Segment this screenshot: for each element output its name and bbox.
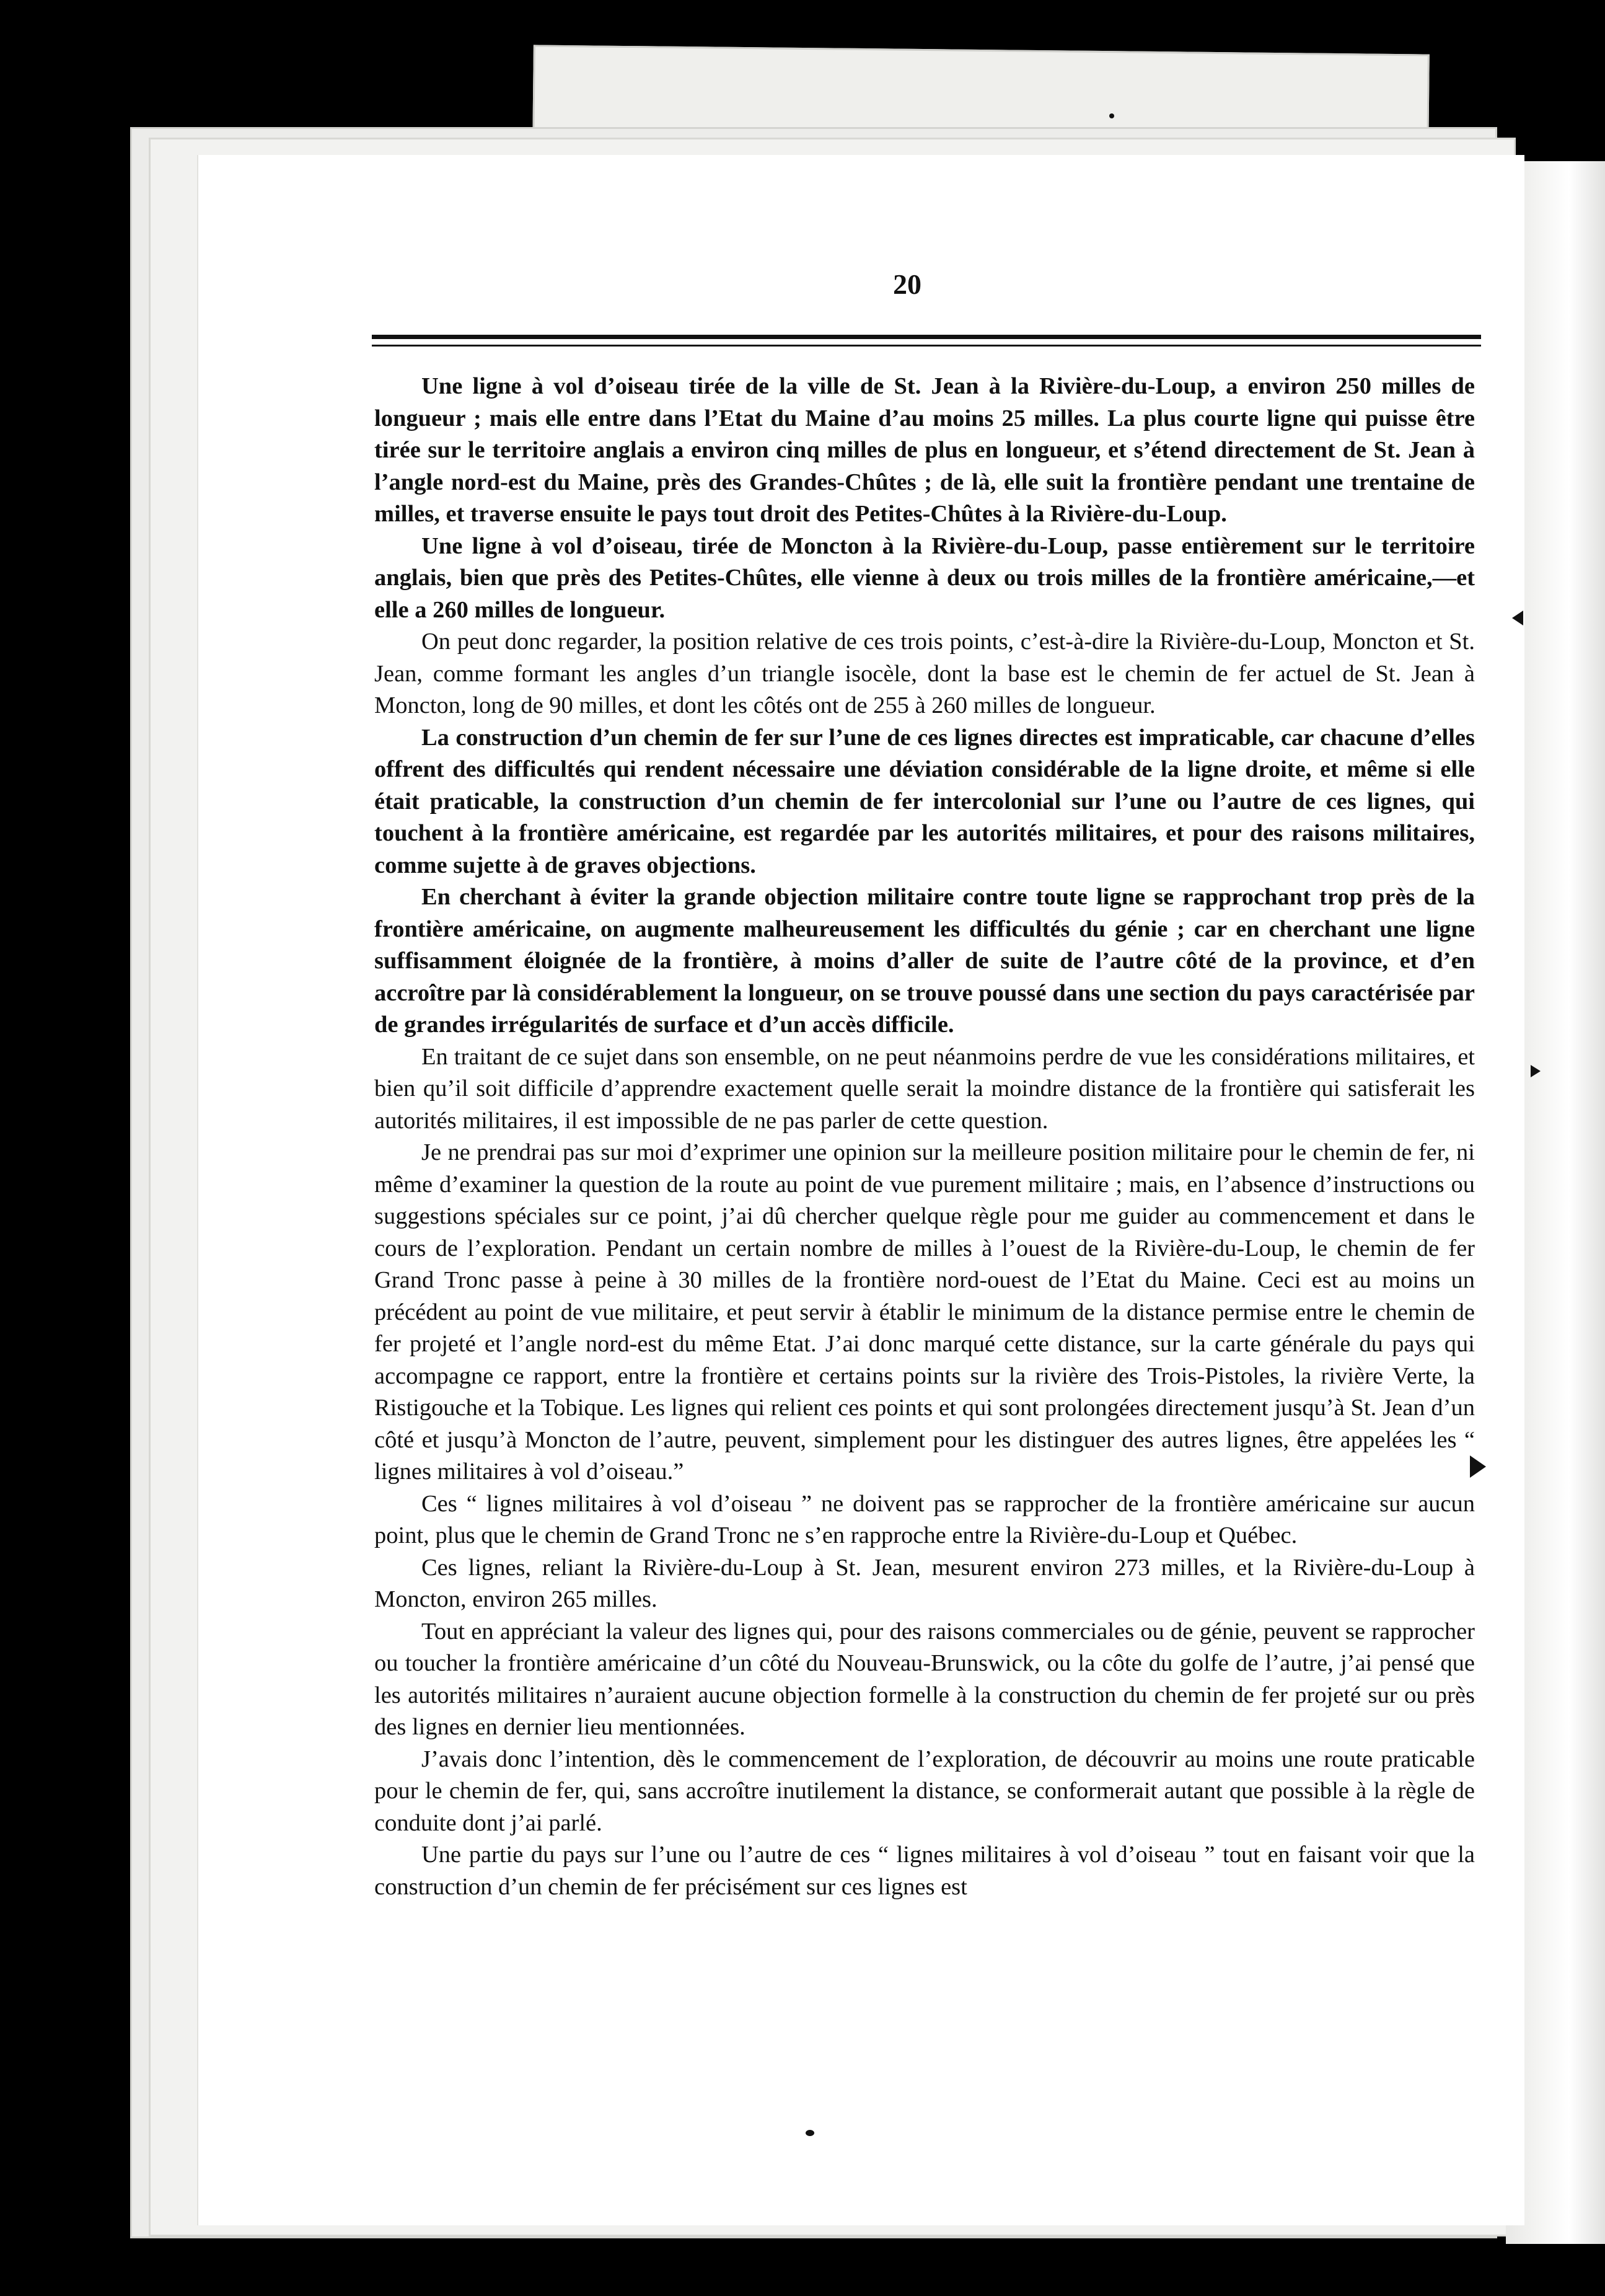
paragraph-2: Une ligne à vol d’oiseau, tirée de Moncton à la Rivière-du-Loup, passe entièrement sur le territoire anglais, bien que près des Petites-Chûtes, elle vienne à deux ou trois milles de la frontière américaine,—et elle a 260 milles de longueur. xyxy=(374,532,1475,623)
header-rule-thick xyxy=(372,335,1481,339)
ink-spot-icon xyxy=(806,2130,814,2136)
page-number: 20 xyxy=(893,268,921,300)
header-rule-thin xyxy=(372,345,1481,347)
ink-spot-icon xyxy=(1109,113,1114,118)
paragraph-1: Une ligne à vol d’oiseau tirée de la ville de St. Jean à la Rivière-du-Loup, a environ 250 milles de longueur ; mais elle entre dans l’Etat du Maine d’au moins 25 milles. La plus courte ligne qui puisse être tirée sur le territoire anglais a environ cinq milles de plus en longueur, et s’étend directement de St. Jean à l’angle nord-est du Maine, près des Grandes-Chûtes ; de là, elle suit la frontière pendant une trentaine de milles, et traverse ensuite le pays tout droit des Petites-Chûtes à la Rivière-du-Loup. xyxy=(374,373,1475,527)
paragraph-11: J’avais donc l’intention, dès le commencement de l’exploration, de découvrir au moins une route praticable pour le chemin de fer, qui, sans accroître inutilement la distance, se conformerait autant que possible à la règle de conduite dont j’ai parlé. xyxy=(374,1746,1475,1836)
margin-mark-icon xyxy=(1512,611,1523,625)
paragraph-7: Je ne prendrai pas sur moi d’exprimer une opinion sur la meilleure position militaire pour le chemin de fer, ni même d’examiner la question de la route au point de vue purement militaire ; mais, en l’absence d’instructions ou suggestions spéciales sur ce point, j’ai dû chercher quelque règle pour me guider au commencement et dans le cours de l’exploration. Pendant un certain nombre de milles à l’ouest de la Rivière-du-Loup, le chemin de fer Grand Tronc passe à peine à 30 milles de la frontière nord-ouest de l’Etat du Maine. Ceci est au moins un précédent au point de vue militaire, et peut servir à établir le minimum de la distance permise entre le chemin de fer projeté et l’angle nord-est du même Etat. J’ai donc marqué cette distance, sur la carte générale du pays qui accompagne ce rapport, entre la frontière et certains points sur la rivière des Trois-Pistoles, la rivière Verte, la Ristigouche et la Tobique. Les lignes qui relient ces points et qui sont prolongées directement jusqu’à St. Jean d’un côté et jusqu’à Moncton de l’autre, peuvent, simplement pour les distinguer des autres lignes, être appelées les “ lignes militaires à vol d’oiseau.” xyxy=(374,1139,1475,1485)
margin-arrow-icon xyxy=(1470,1455,1486,1478)
paragraph-10: Tout en appréciant la valeur des lignes qui, pour des raisons commerciales ou de génie, peuvent se rapprocher ou toucher la frontière américaine d’un côté du Nouveau-Brunswick, ou la côte du golfe de l’autre, j’ai pensé que les autorités militaires n’auraient aucune objection formelle à la construction du chemin de fer projeté sur ou près des lignes en dernier lieu mentionnées. xyxy=(374,1618,1475,1740)
paragraph-12: Une partie du pays sur l’une ou l’autre de ces “ lignes militaires à vol d’oiseau ” tout en faisant voir que la construction d’un chemin de fer précisément sur ces lignes est xyxy=(374,1842,1475,1900)
body-text xyxy=(374,371,1475,1903)
paragraph-4: La construction d’un chemin de fer sur l’une de ces lignes directes est impraticable, car chacune d’elles offrent des difficultés qui rendent nécessaire une déviation considérable de la ligne droite, et même si elle était praticable, la construction d’un chemin de fer intercolonial sur l’une ou l’autre de ces lignes, qui touchent à la frontière américaine, est regardée par les autorités militaires, et pour des raisons militaires, comme sujette à de graves objections. xyxy=(374,724,1475,878)
paragraph-9: Ces lignes, reliant la Rivière-du-Loup à St. Jean, mesurent environ 273 milles, et la Rivière-du-Loup à Moncton, environ 265 milles. xyxy=(374,1554,1475,1612)
paragraph-8: Ces “ lignes militaires à vol d’oiseau ” ne doivent pas se rapprocher de la frontière américaine sur aucun point, plus que le chemin de Grand Tronc ne s’en rapproche entre la Rivière-du-Loup et Québec. xyxy=(374,1490,1475,1548)
paragraph-5: En cherchant à éviter la grande objection militaire contre toute ligne se rapprochant trop près de la frontière américaine, on augmente malheureusement les difficultés du génie ; car en cherchant une ligne suffisamment éloignée de la frontière, à moins d’aller de suite de l’autre côté de la province, et d’en accroître par là considérablement la longueur, on se trouve poussé dans une section du pays caractérisée par de grandes irrégularités de surface et d’un accès difficile. xyxy=(374,884,1475,1038)
paragraph-3: On peut donc regarder, la position relative de ces trois points, c’est-à-dire la Rivière-du-Loup, Moncton et St. Jean, comme formant les angles d’un triangle isocèle, dont la base est le chemin de fer actuel de St. Jean à Moncton, long de 90 milles, et dont les côtés ont de 255 à 260 milles de longueur. xyxy=(374,629,1475,718)
paragraph-6: En traitant de ce sujet dans son ensemble, on ne peut néanmoins perdre de vue les considérations militaires, et bien qu’il soit difficile d’apprendre exactement quelle serait la moindre distance de la frontière qui satisferait les autorités militaires, il est impossible de ne pas parler de cette question. xyxy=(374,1043,1475,1134)
margin-mark-icon xyxy=(1531,1065,1541,1077)
